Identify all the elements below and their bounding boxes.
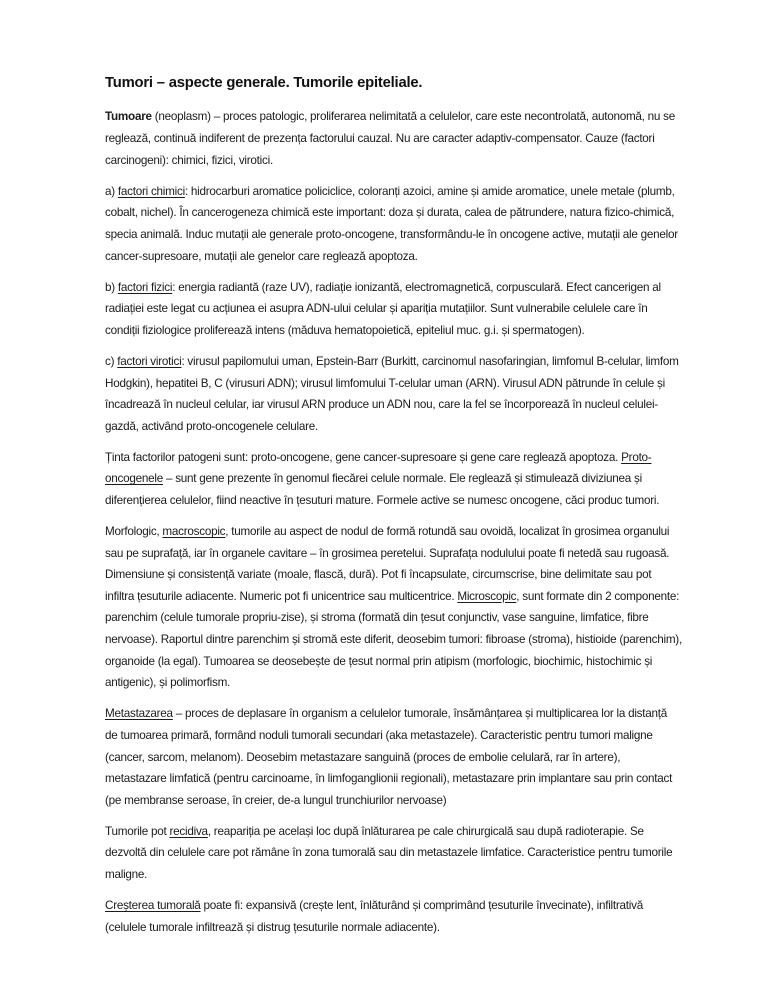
text-segment: (neoplasm) – proces patologic, proliferarea nelimitată a celulelor, care este necontrolată, autonomă, nu se reglează, continuă indiferent de prezența factorului cauzal. Nu are caracter adaptiv-compensator. Cauze (factori carcinogeni): chimici, fizici, virotici. xyxy=(105,110,676,167)
text-segment: poate fi: expansivă (crește lent, înlăturând și comprimând țesuturile învecinate), infiltrativă (celulele tumorale infiltrează și distrug țesuturile normale adiacente). xyxy=(105,899,643,934)
paragraph xyxy=(105,351,682,437)
page-title: Tumori – aspecte generale. Tumorile epiteliale. xyxy=(105,75,423,91)
text-segment: factori fizici xyxy=(117,280,173,294)
text-segment: Metastazarea xyxy=(105,707,173,721)
paragraph xyxy=(105,821,682,886)
text-segment: , sunt formate din 2 componente: parenchim (celule tumorale propriu-zise), și stroma (formată din țesut conjunctiv, vase sanguine, limfatice, fibre nervoase). Raportul dintre parenchim și stromă este diferit, deosebim tumori: fibroase (stroma), histioide (parenchim), organoide (la egal). Tumoarea se deosebește de țesut normal prin atipism (morfologic, biochimic, histochimic și antigenic), și polimorfism. xyxy=(105,589,682,690)
text-segment: Proto-oncogenele xyxy=(105,450,652,486)
paragraph xyxy=(105,277,682,342)
text-segment: factori virotici xyxy=(117,354,182,368)
text-segment: Tumorile pot xyxy=(105,824,170,838)
text-segment: , tumorile au aspect de nodul de formă rotundă sau ovoidă, localizat în grosimea organului sau pe suprafață, iar în organele cavitare – în grosimea peretelui. Suprafața nodulului poate fi netedă sau rugoasă. Dimensiune și consistență variate (moale, flască, dură). Pot fi încapsulate, circumscrise, bine delimitate sau pot infiltra țesuturile adiacente. Numeric pot fi unicentrice sau multicentrice. xyxy=(105,525,670,603)
text-segment: a) xyxy=(105,184,118,198)
paragraph xyxy=(105,703,682,811)
text-segment: Tumoare xyxy=(105,110,152,124)
text-segment: factori chimici xyxy=(117,184,185,198)
paragraph xyxy=(105,106,682,171)
text-segment: Microscopic xyxy=(457,589,517,603)
text-segment: recidiva xyxy=(169,824,208,838)
text-segment: – proces de deplasare în organism a celulelor tumorale, însămânțarea și multiplicarea lor la distanță de tumoarea primară, formând noduli tumorali secundari (aka metastazele). Caracteristic pentru tumori maligne (cancer, sarcom, melanom). Deosebim metastazare sanguină (proces de embolie celulară, rar în artere), metastazare limfatică (pentru carcinoame, în limfoganglionii regionali), metastazare prin implantare sau prin contact (pe membranse seroase, în creier, de-a lungul trunchiurilor nervoase) xyxy=(105,707,673,807)
text-segment: , reapariția pe același loc după înlăturarea pe cale chirurgicală sau după radioterapie. Se dezvoltă din celulele care pot rămâne în zona tumorală sau din metastazele limfatice. Caracteristice pentru tumorile maligne. xyxy=(105,824,673,881)
text-segment: Morfologic, xyxy=(105,525,163,539)
paragraph xyxy=(105,521,682,694)
paragraph xyxy=(105,895,682,938)
text-segment: b) xyxy=(105,280,118,294)
document-body xyxy=(105,106,682,938)
paragraph xyxy=(105,181,682,267)
text-segment: Creșterea tumorală xyxy=(105,899,201,913)
text-segment: : hidrocarburi aromatice policiclice, coloranți azoici, amine și amide aromatice, unele metale (plumb, cobalt, nichel). În cancerogeneza chimică este important: doza și durata, calea de pătrundere, natura fizico-chimică, specia animală. Induc mutații ale generale proto-oncogene, transformându-le în oncogene active, mutații ale genelor cancer-supresoare, mutații ale genelor care reglează apoptoza. xyxy=(105,184,678,263)
text-segment: : virusul papilomului uman, Epstein-Barr (Burkitt, carcinomul nasofaringian, limfomul B-celular, limfom Hodgkin), hepatitei B, C (virusuri ADN); virusul limfomului T-celular uman (ARN). Virusul ADN pătrunde în celule și încadrează în nucleul celular, iar virusul ARN produce un ADN nou, care la fel se încorporează în nucleul celulei-gazdă, activând proto-oncogenele celulare. xyxy=(105,354,679,433)
text-segment: – sunt gene prezente în genomul fiecărei celule normale. Ele reglează și stimulează diviziunea și diferențierea celulelor, fiind neactive în țesuturi mature. Formele active se numesc oncogene, căci produc tumori. xyxy=(105,472,660,507)
text-segment: c) xyxy=(105,354,118,368)
text-segment: Ținta factorilor patogeni sunt: proto-oncogene, gene cancer-supresoare și gene care reglează apoptoza. xyxy=(105,450,622,464)
text-segment: : energia radiantă (raze UV), radiație ionizantă, electromagnetică, corpusculară. Efect cancerigen al radiației este legat cu acțiunea ei asupra ADN-ului celular și apariția mutațiilor. Sunt vulnerabile celulele care în condiții fiziologice proliferează intens (măduva hematopoietică, epiteliul muc. g.i. și spermatogen). xyxy=(105,280,661,337)
text-segment: macroscopic xyxy=(162,525,226,539)
paragraph xyxy=(105,447,682,512)
